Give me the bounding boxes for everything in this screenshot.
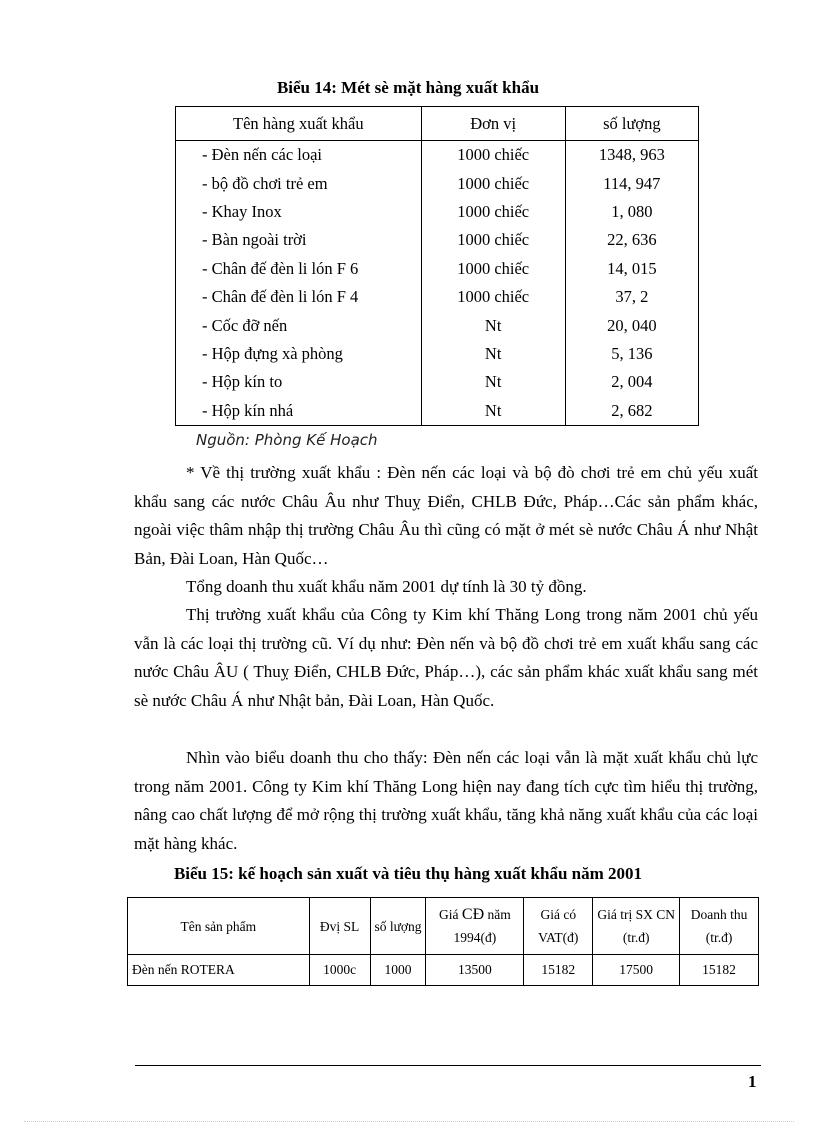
product-name-cell: - Cốc đỡ nến: [176, 311, 422, 339]
unit-cell: 1000 chiếc: [421, 283, 565, 311]
table-row: [176, 226, 699, 254]
quantity-cell: 5, 136: [565, 340, 698, 368]
unit-cell: 1000 chiếc: [421, 141, 565, 170]
unit-cell: Nt: [421, 311, 565, 339]
product-cell: Đèn nến ROTERA: [128, 955, 310, 986]
paragraph-revenue-analysis: Nhìn vào biểu doanh thu cho thấy: Đèn nến các loại vẫn là mặt xuất khẩu chủ lực trong năm 2001. Công ty Kim khí Thăng Long hiện nay đang tích cực tìm hiểu thị trường, nâng cao chất lượng để mở rộng thị trường xuất khẩu, tăng khả năng xuất khẩu của các loại mặt hàng khác.: [134, 748, 758, 853]
table-14-title: Biểu 14: Mét sè mặt hàng xuất khẩu: [276, 78, 540, 97]
table-14-source: Nguồn: Phòng Kế Hoạch: [196, 431, 378, 449]
table-row: [176, 368, 699, 396]
product-name-cell: - Hộp đựng xà phòng: [176, 340, 422, 368]
quantity-cell: 22, 636: [565, 226, 698, 254]
quantity-cell: 1000: [370, 955, 426, 986]
table-header-row: [128, 898, 759, 955]
paragraph-export-market: * Về thị trường xuất khẩu : Đèn nến các loại và bộ đò chơi trẻ em chủ yếu xuất khẩu sang các nước Châu Âu như Thuỵ Điển, CHLB Đức, Pháp…Các sản phẩm khác, ngoài việc thâm nhập thị trường Châu Âu thì cũng có mặt ở mét sè nước Châu Á như Nhật Bản, Đài Loan, Hàn Quốc…: [134, 463, 758, 568]
header-unit: Đvị SL: [309, 898, 370, 955]
product-name-cell: - Khay Inox: [176, 198, 422, 226]
quantity-cell: 37, 2: [565, 283, 698, 311]
quantity-cell: 1348, 963: [565, 141, 698, 170]
table-row: [176, 169, 699, 197]
table-row: [176, 255, 699, 283]
header-product-name: Tên hàng xuất khẩu: [176, 107, 422, 141]
unit-cell: 1000 chiếc: [421, 226, 565, 254]
header-production-value: Giá trị SX CN (tr.đ): [593, 898, 680, 955]
page-edge: [24, 1121, 794, 1122]
table-row: [176, 141, 699, 170]
product-name-cell: - Đèn nến các loại: [176, 141, 422, 170]
unit-cell: Nt: [421, 397, 565, 426]
unit-cell: Nt: [421, 368, 565, 396]
product-name-cell: - Chân đế đèn li lón F 6: [176, 255, 422, 283]
unit-cell: 1000 chiếc: [421, 169, 565, 197]
table-row: [128, 955, 759, 986]
revenue-cell: 15182: [680, 955, 759, 986]
fixed-price-cell: 13500: [426, 955, 524, 986]
unit-cell: 1000 chiếc: [421, 198, 565, 226]
page-number: 1: [748, 1072, 757, 1091]
paragraph-total-revenue: Tổng doanh thu xuất khẩu năm 2001 dự tính là 30 tỷ đồng.: [186, 577, 587, 596]
table-row: [176, 397, 699, 426]
table-header-row: [176, 107, 699, 141]
header-revenue: Doanh thu (tr.đ): [680, 898, 759, 955]
footer-divider: [135, 1065, 761, 1066]
quantity-cell: 14, 015: [565, 255, 698, 283]
header-quantity: số lượng: [370, 898, 426, 955]
export-products-table: [175, 106, 699, 426]
header-quantity: số lượng: [565, 107, 698, 141]
table-row: [176, 283, 699, 311]
product-name-cell: - bộ đồ chơi trẻ em: [176, 169, 422, 197]
production-value-cell: 17500: [593, 955, 680, 986]
unit-cell: 1000 chiếc: [421, 255, 565, 283]
quantity-cell: 20, 040: [565, 311, 698, 339]
header-fixed-price: [426, 898, 524, 955]
header-price-suffix: năm 1994(đ): [453, 907, 511, 945]
product-name-cell: - Bàn ngoài trời: [176, 226, 422, 254]
paragraph-market-2001: Thị trường xuất khẩu của Công ty Kim khí Thăng Long trong năm 2001 chủ yếu vẫn là các loại thị trường cũ. Ví dụ như: Đèn nến và bộ đồ chơi trẻ em xuất khẩu sang các nước Châu ÂU ( Thuỵ Điển, CHLB Đức, Pháp…), các sản phẩm khác xuất khẩu sang mét sè nước Châu Á như Nhật bản, Đài Loan, Hàn Quốc.: [134, 605, 758, 710]
header-vat-price: Giá có VAT(đ): [524, 898, 593, 955]
unit-cell: Nt: [421, 340, 565, 368]
quantity-cell: 114, 947: [565, 169, 698, 197]
vat-price-cell: 15182: [524, 955, 593, 986]
table-row: [176, 198, 699, 226]
quantity-cell: 1, 080: [565, 198, 698, 226]
header-product: Tên sản phẩm: [128, 898, 310, 955]
table-row: [176, 311, 699, 339]
table-row: [176, 340, 699, 368]
quantity-cell: 2, 682: [565, 397, 698, 426]
header-unit: Đơn vị: [421, 107, 565, 141]
product-name-cell: - Hộp kín nhá: [176, 397, 422, 426]
product-name-cell: - Chân đế đèn li lón F 4: [176, 283, 422, 311]
quantity-cell: 2, 004: [565, 368, 698, 396]
product-name-cell: - Hộp kín to: [176, 368, 422, 396]
table-15-title: Biểu 15: kế hoạch sản xuất và tiêu thụ hàng xuất khẩu năm 2001: [173, 864, 643, 883]
unit-cell: 1000c: [309, 955, 370, 986]
header-price-cd: CĐ: [461, 906, 485, 923]
production-plan-table: [127, 897, 759, 986]
header-price-prefix: Giá: [439, 907, 462, 922]
